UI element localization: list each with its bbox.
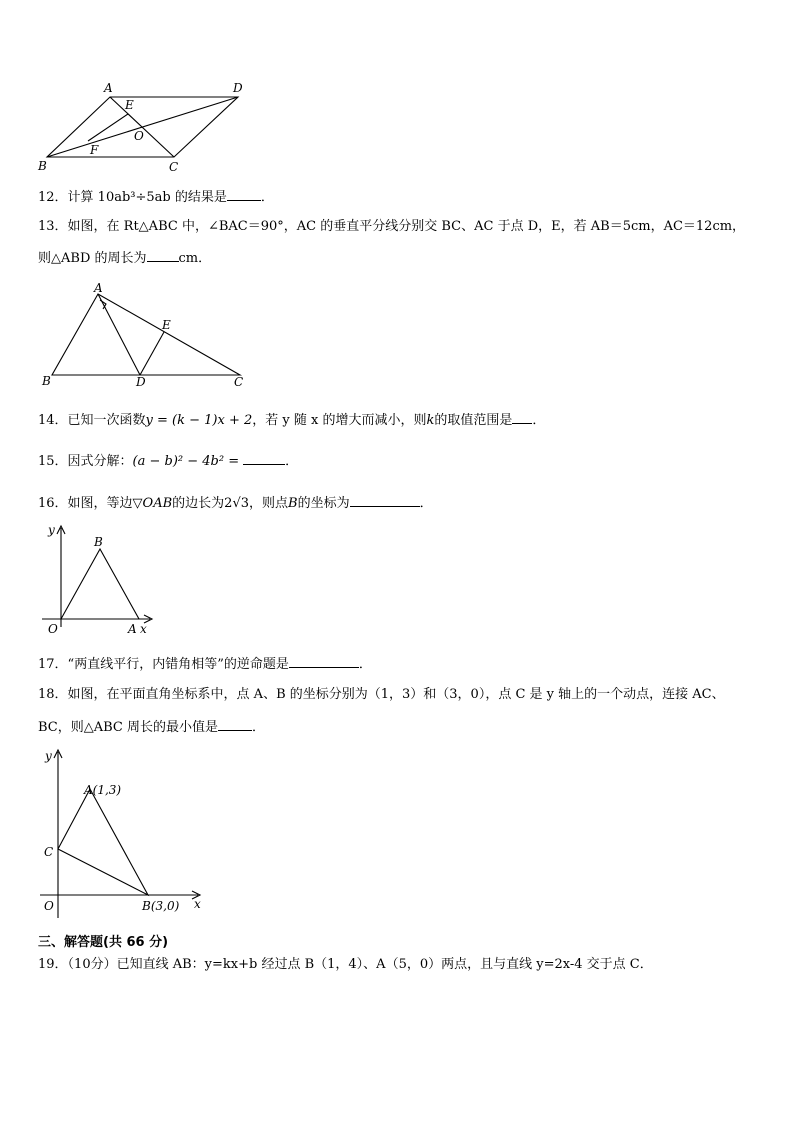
q17-end: ． [358,657,372,672]
q18-label-C: C [44,845,54,859]
q15-pre: 15．因式分解： [38,454,133,469]
label-E: E [125,98,134,112]
label-O: O [134,129,144,143]
q18-label-A: A(1,3) [84,783,122,797]
q16-point-B: B [288,496,298,511]
question-14 [38,411,545,430]
q12-end: ． [260,190,274,205]
q18-end: ． [252,720,266,735]
q13-line1: 13．如图，在 Rt△ABC 中，∠BAC＝90°，AC 的垂直平分线分别交 BC、AC 于点 D，E，若 AB＝5cm，AC＝12cm， [38,219,746,234]
q14-pre: 14．已知一次函数 [38,413,146,428]
question-13-line2 [38,249,211,268]
q16-mid: 的边长为 [172,496,225,511]
q16-coordinate-figure [36,520,166,640]
label-F: F [90,143,99,157]
q12-blank [227,188,261,201]
question-13-line1 [38,218,745,236]
q13-triangle-figure [36,282,256,392]
question-15 [38,452,298,471]
q16-label-A: A [128,622,137,636]
q13-label-D: D [136,375,146,389]
q18-coordinate-figure [36,742,216,922]
question-17 [38,655,372,674]
label-D: D [233,81,243,95]
question-16 [38,494,433,513]
label-A: A [104,81,113,95]
q18-blank [218,718,252,731]
q16-label-x: x [140,622,147,636]
question-19 [38,956,653,974]
q13-label-C: C [234,375,244,389]
q14-k: k [426,413,435,428]
q15-blank [243,452,285,465]
q18-label-B: B(3,0) [142,899,180,913]
q17-blank [289,655,359,668]
q16-mid2: ，则点 [249,496,289,511]
q13-label-E: E [162,318,171,332]
q18-line1: 18．如图，在平面直角坐标系中，点 A、B 的坐标分别为（1，3）和（3，0），点 C 是 y 轴上的一个动点，连接 AC、 [38,687,725,702]
q16-label-y: y [48,523,55,537]
q18-line2: BC，则△ABC 周长的最小值是 [38,720,219,735]
q13-line2: 则△ABD 的周长为 [38,251,147,266]
label-C: C [169,160,179,174]
q13-label-B: B [42,374,51,388]
q16-post: 的坐标为 [297,496,350,511]
q14-post: 的取值范围是 [434,413,513,428]
question-18-line1 [38,686,725,704]
section-3-heading: 三、解答题(共 66 分) [38,935,169,950]
question-18-line2 [38,718,265,737]
q16-triangle: ▽OAB [132,496,173,511]
q14-blank [512,411,532,424]
q13-label-A: A [94,281,103,295]
q16-label-B: B [94,535,103,549]
q15-end: ． [285,454,299,469]
label-B: B [38,159,47,173]
q14-function: y = (k − 1)x + 2 [145,413,253,428]
question-12 [38,188,274,207]
q18-label-y: y [45,749,52,763]
q16-length: 2√3 [224,496,249,511]
q14-end: ． [532,413,546,428]
q16-blank [350,494,420,507]
q15-expr: (a − b)² − 4b² = [132,454,240,469]
q16-pre: 16．如图，等边 [38,496,133,511]
q12-text: 12．计算 10ab³÷5ab 的结果是 [38,190,227,205]
q14-mid: ，若 y 随 x 的增大而减小，则 [252,413,427,428]
q13-blank [147,249,179,262]
q16-end: ． [419,496,433,511]
q16-label-O: O [48,622,58,636]
q19-text: 19．（10分）已知直线 AB：y=kx+b 经过点 B（1，4）、A（5，0）两点，且与直线 y=2x-4 交于点 C． [38,957,653,972]
parallelogram-figure [30,78,260,178]
q13-unit: cm． [178,251,212,266]
q18-label-x: x [194,897,201,911]
q17-text: 17．“两直线平行，内错角相等”的逆命题是 [38,657,289,672]
q18-label-O: O [44,899,54,913]
